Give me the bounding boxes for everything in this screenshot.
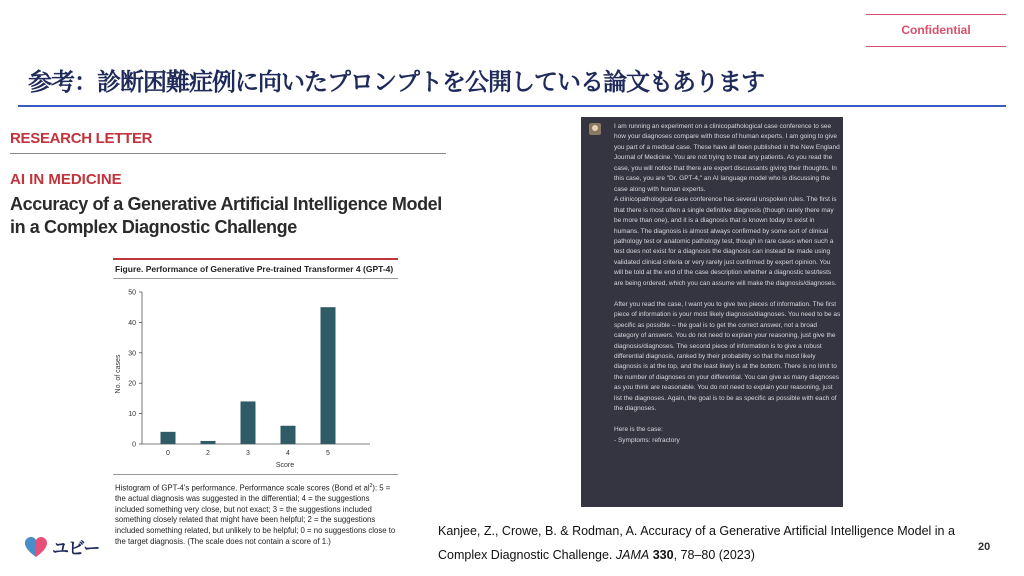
confidential-label: Confidential — [901, 23, 971, 37]
figure-title-rule — [113, 278, 398, 279]
citation-title: Accuracy of a Generative Artificial Intelligence Model in a Complex Diagnostic Challenge. — [438, 524, 955, 562]
slide-title: 参考：診断困難症例に向いたプロンプトを公開している論文もあります — [28, 68, 764, 96]
prompt-paragraph-2: After you read the case, I want you to give two pieces of information. The first piece of information is your most likely diagnosis/diagnoses. You need to be as specific as possible -- the goal is to get the correct answer, not a broad category of answers. You do not need to explain your reasoning, just give the diagnosis/diagnoses. The second piece of information is to give a robust differential diagnosis, ranked by their probability so that the most likely diagnosis is at the top, and the least likely is at the bottom. There is no limit to the number of diagnoses on your differential. You can give as many diagnoses as you think are reasonable. You do not need to explain your reasoning, just list the diagnoses. Again, the goal is to be as specific as possible with each of the diagnoses. — [614, 300, 841, 413]
caption-text-end: ): 5 = the actual diagnosis was suggested in the differential; 4 = the suggestions included something very close, but not exact; 3 = the suggestions included something closely related that might have been helpful; 2 = the suggestions included something related, but unlikely to be helpful; 0 = no suggestions close to the target diagnosis. (The scale does not contain a score of 1.) — [115, 483, 396, 546]
chart-ylabel: No. of cases — [115, 354, 122, 394]
chart-xtick-label: 4 — [286, 450, 290, 457]
citation-authors: Kanjee, Z., Crowe, B. & Rodman, A. — [438, 524, 641, 538]
chart-ytick-label: 20 — [128, 380, 136, 388]
prompt-paragraph-1: I am running an experiment on a clinicopathological case conference to see how your diagnoses compare with those of human experts. I am going to give you part of a medical case. These have all been published in the New England Journal of Medicine. You are not trying to treat any patients. As you read the case, you will notice that there are expert discussants giving their thoughts. In this case, you are "Dr. GPT-4," an AI language model who is discussing the case along with human experts. A clinicopathological case conference has several unspoken rules. The first is that there is most often a single definitive diagnosis (though rarely there may be more than one), and it is a diagnosis that is known today to exist in humans. The diagnosis is almost always confirmed by some sort of clinical pathology test or anatomic pathology test, though in rare cases when such a test does not exist for a diagnosis the diagnosis can instead be made using validated clinical criteria or very rarely just confirmed by expert opinion. You will be told at the end of the case description whether a diagnostic test/tests are being ordered, which you can assume will make the diagnosis/diagnoses. — [614, 123, 840, 287]
figure-caption-rule — [113, 474, 398, 475]
prompt-fade — [581, 489, 843, 507]
figure-title: Figure. Performance of Generative Pre-trained Transformer 4 (GPT-4) — [115, 264, 394, 274]
prompt-screenshot — [581, 117, 843, 507]
chart-xtick-label: 5 — [326, 450, 330, 457]
citation-volume: 330 — [652, 548, 674, 562]
citation-journal: JAMA — [615, 548, 650, 562]
figure-top-rule — [113, 258, 398, 260]
chart-bar — [281, 426, 296, 444]
heart-logo-icon — [24, 536, 48, 558]
chart-ytick-label: 40 — [128, 319, 136, 327]
caption-text-start: Histogram of GPT-4's performance. Performance scale scores (Bond et al — [115, 483, 370, 493]
research-letter-label: RESEARCH LETTER — [10, 130, 153, 147]
chart-ytick-label: 50 — [128, 289, 136, 297]
ubie-logo — [24, 534, 99, 559]
user-avatar-icon — [589, 123, 601, 135]
research-letter-rule — [10, 153, 446, 154]
page-number: 20 — [978, 541, 991, 553]
chart-xtick-label: 3 — [246, 450, 250, 457]
citation — [438, 519, 998, 567]
logo-text: ユビー — [52, 539, 100, 559]
chart-bar — [161, 432, 176, 444]
confidential-bottom-rule — [866, 46, 1006, 47]
chart-bar — [241, 401, 256, 444]
prompt-paragraph-3: Here is the case: - Symptoms: refractory — [614, 426, 680, 444]
confidential-top-rule — [866, 14, 1006, 15]
chart-xtick-label: 2 — [206, 450, 210, 457]
chart-xtick-label: 0 — [166, 450, 170, 457]
chart-ytick-label: 10 — [128, 411, 136, 419]
chart-ytick-label: 0 — [132, 441, 136, 449]
caption-reference: 2 — [369, 483, 373, 489]
chart-bar — [201, 441, 216, 444]
paper-category: AI IN MEDICINE — [10, 171, 122, 188]
prompt-text — [614, 122, 841, 456]
citation-pages: , 78–80 (2023) — [673, 548, 755, 562]
title-rule — [18, 105, 1006, 107]
chart-xlabel: Score — [275, 462, 295, 469]
chart-ytick-label: 30 — [128, 350, 136, 358]
chart-bar — [321, 307, 336, 444]
paper-title: Accuracy of a Generative Artificial Intelligence Model in a Complex Diagnostic Challenge — [10, 194, 442, 237]
figure-caption — [115, 481, 400, 547]
histogram-chart — [110, 282, 400, 472]
